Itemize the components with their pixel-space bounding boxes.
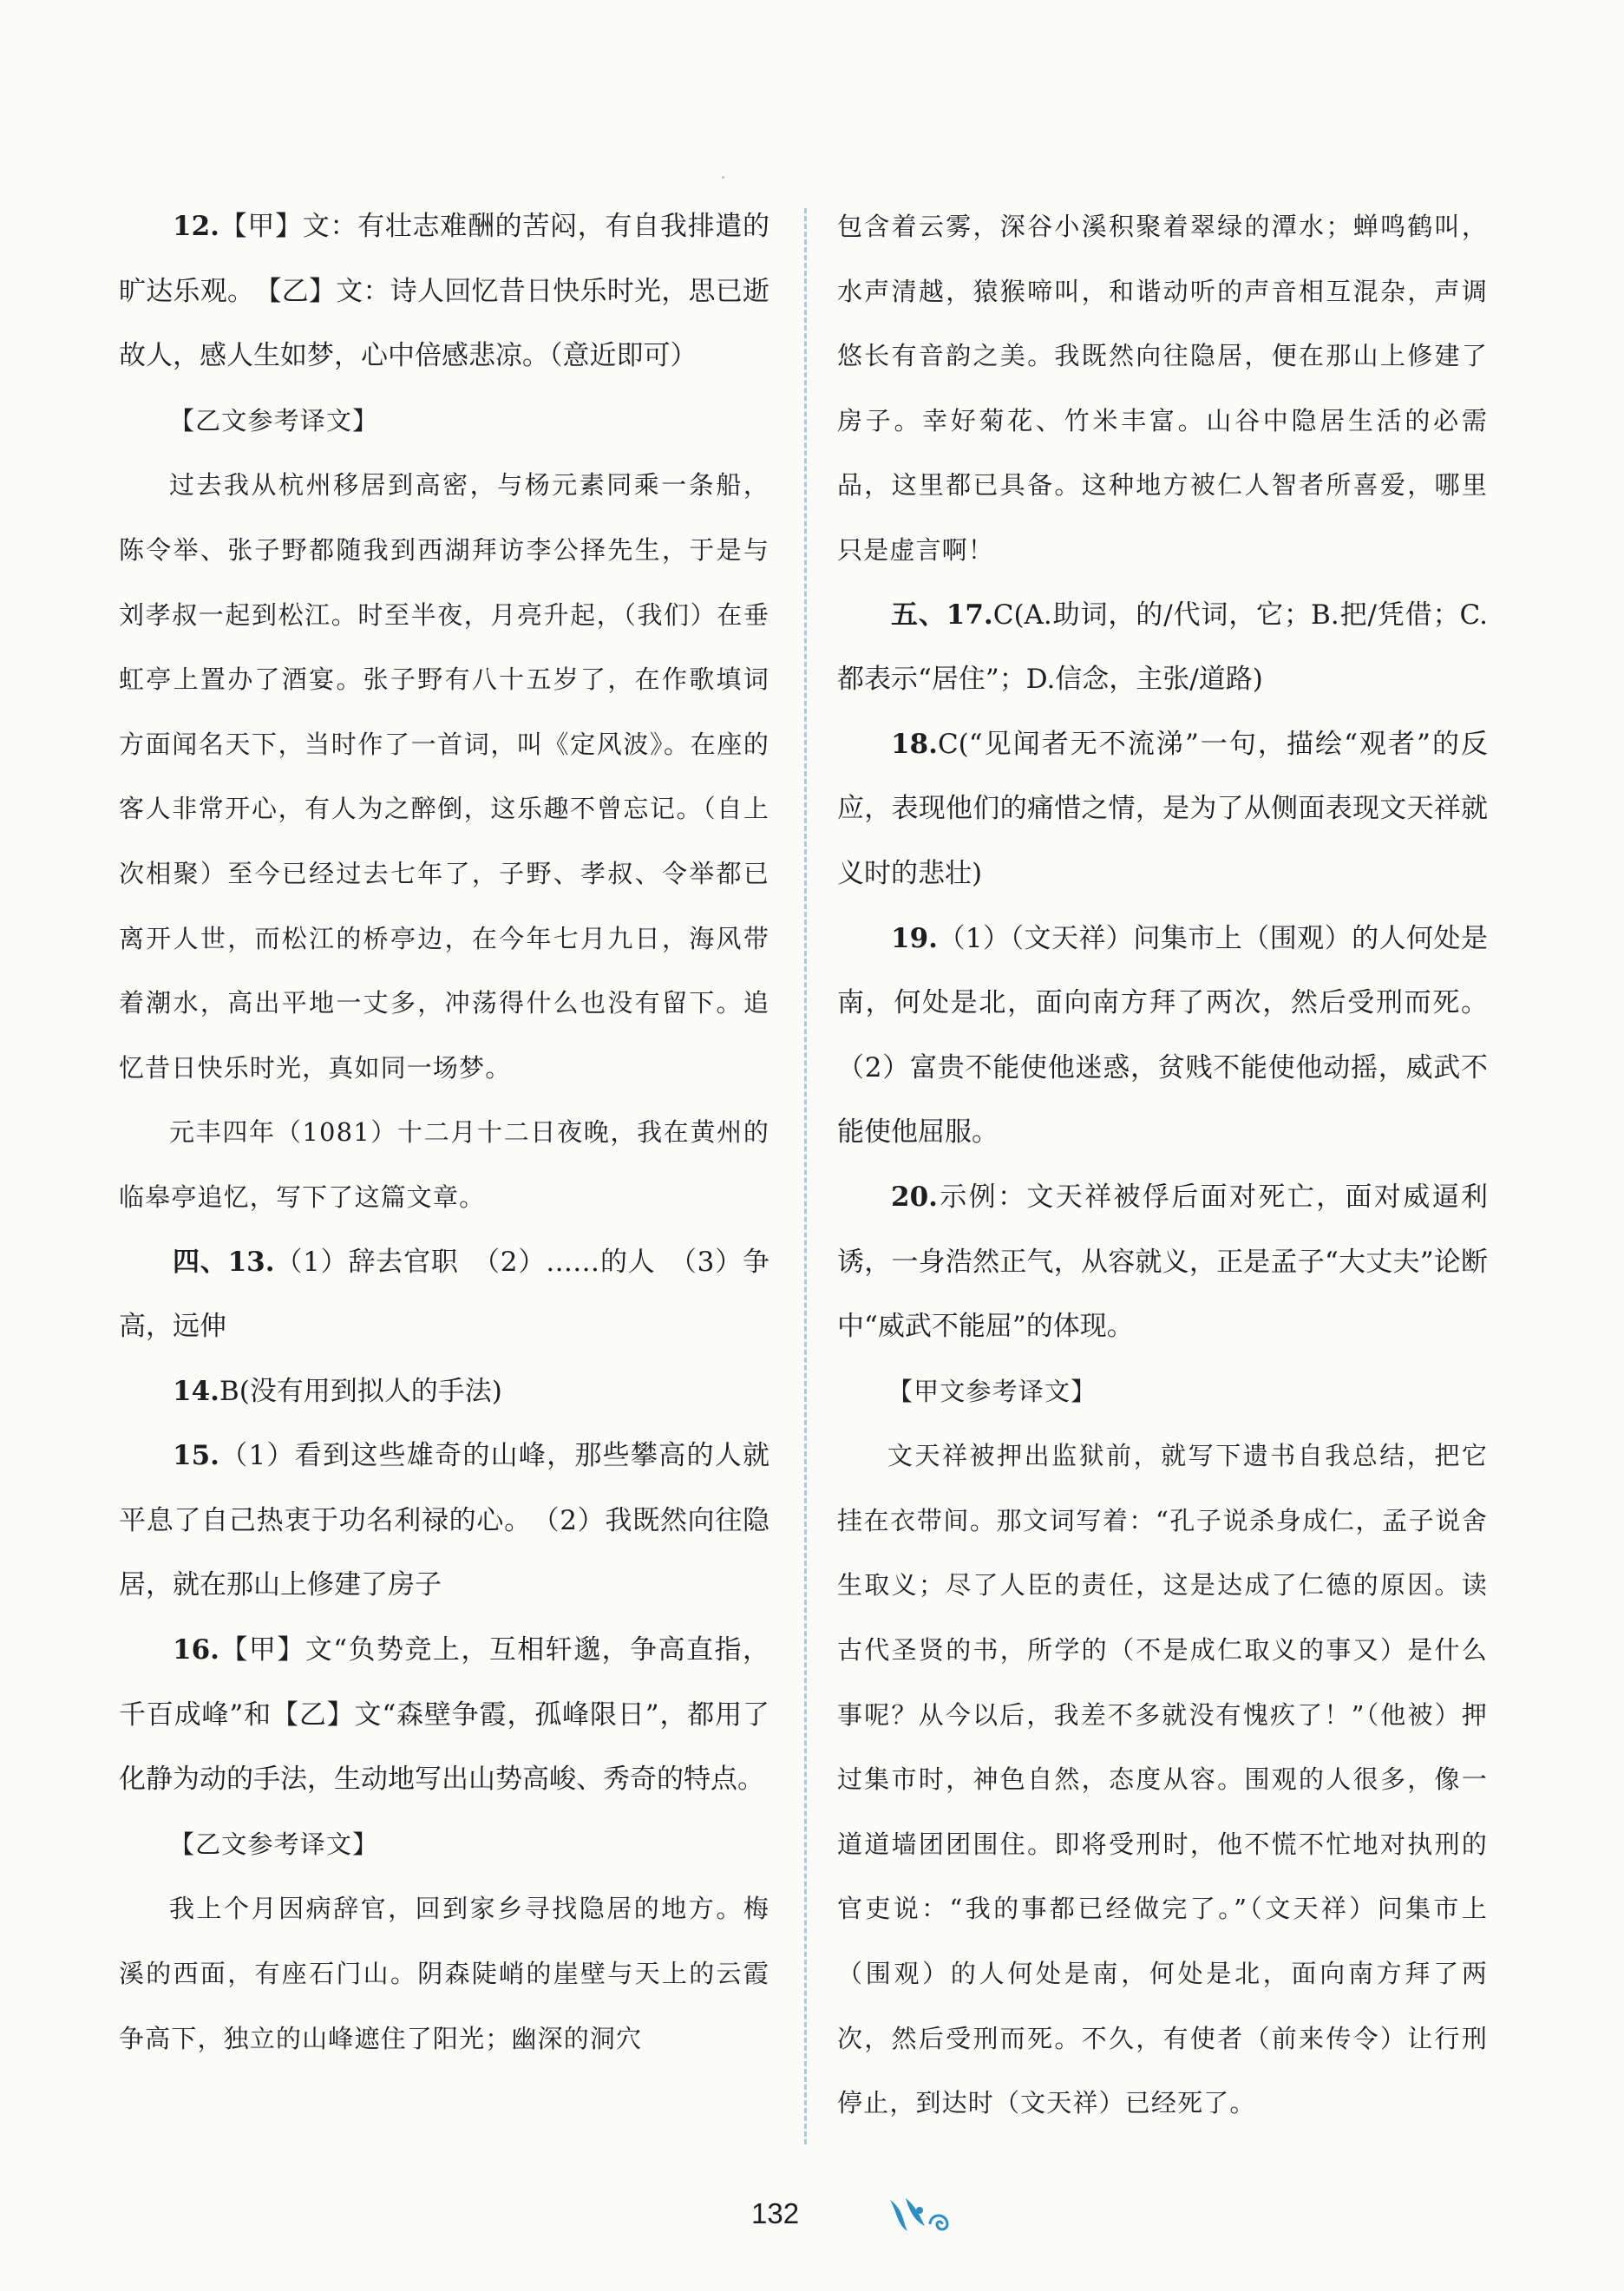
answer-number: 14. [173, 1375, 219, 1407]
page-number: 132 [751, 2197, 800, 2229]
answer-18 [837, 712, 1488, 907]
answer-14 [119, 1359, 769, 1424]
section-header: 【甲文参考译文】 [887, 1376, 1097, 1406]
answer-text: B(没有用到拟人的手法) [219, 1375, 502, 1407]
answer-text: （1）看到这些雄奇的山峰，那些攀高的人就平息了自己热衷于功名利禄的心。 （2）我既然向往隐居，就在那山上修建了房子 [119, 1440, 769, 1601]
section-header: 【乙文参考译文】 [169, 1829, 379, 1859]
answer-text: C(“见闻者无不流涕”一句，描绘“观者”的反应，表现他们的痛惜之情，是为了从侧面表现文天祥就义时的悲壮) [837, 728, 1488, 889]
translation-paragraph: 过去我从杭州移居到高密，与杨元素同乘一条船，陈令举、张子野都随我到西湖拜访李公择先生，于是与刘孝叔一起到松江。时至半夜，月亮升起，（我们）在垂虹亭上置办了酒宴。张子野有八十五岁了，在作歌填词方面闻名天下，当时作了一首词，叫《定风波》。在座的客人非常开心，有人为之醉倒，这乐趣不曾忘记。（自上次相聚）至今已经过去七年了，子野、孝叔、令举都已离开人世，而松江的桥亭边，在今年七月九日，海风带着潮水，高出平地一丈多，冲荡得什么也没有留下。追忆昔日快乐时光，真如同一场梦。 [119, 470, 769, 1083]
answer-number: 19. [891, 922, 938, 954]
answer-12 [119, 194, 769, 389]
answer-number: 13. [227, 1246, 275, 1278]
speck [722, 176, 724, 179]
answer-text: C(A.助词，的/代词，它；B.把/凭借；C.都表示“居住”；D.信念，主张/道路) [837, 599, 1489, 696]
answer-text: （1）辞去官职 （2）……的人 （3）争高，远伸 [119, 1246, 769, 1343]
answer-number: 17. [946, 599, 993, 631]
answer-text: 【甲】文“负势竞上，互相轩邈，争高直指，千百成峰”和【乙】文“森壁争霞，孤峰限日”，都用了化静为动的手法，生动地写出山势高峻、秀奇的特点。 [119, 1634, 769, 1796]
left-column [119, 194, 769, 2071]
section-prefix: 四、 [173, 1246, 228, 1278]
answer-13 [119, 1230, 769, 1359]
answer-number: 16. [173, 1634, 219, 1666]
decorative-swirl-logo-icon [885, 2195, 956, 2238]
answer-number: 20. [891, 1181, 938, 1213]
answer-text: 示例：文天祥被俘后面对死亡，面对威逼利诱，一身浩然正气，从容就义，正是孟子“大丈夫”论断中“威武不能屈”的体现。 [837, 1181, 1488, 1343]
answer-number: 18. [891, 728, 938, 760]
answer-15 [119, 1424, 769, 1618]
answer-number: 15. [173, 1440, 219, 1472]
column-divider [804, 208, 807, 2144]
answer-number: 12. [173, 211, 219, 242]
answer-19 [837, 907, 1488, 1165]
answer-16 [119, 1618, 769, 1812]
right-column [837, 194, 1488, 2136]
section-prefix: 五、 [891, 599, 946, 631]
translation-paragraph: 元丰四年（1081）十二月十二日夜晚，我在黄州的临皋亭追忆，写下了这篇文章。 [119, 1117, 769, 1212]
translation-paragraph: 包含着云雾，深谷小溪积聚着翠绿的潭水；蝉鸣鹤叫，水声清越，猿猴啼叫，和谐动听的声音相互混杂，声调悠长有音韵之美。我既然向往隐居，便在那山上修建了房子。幸好菊花、竹米丰富。山谷中隐居生活的必需品，这里都已具备。这种地方被仁人智者所喜爱，哪里只是虚言啊！ [837, 212, 1488, 565]
section-header: 【乙文参考译文】 [169, 405, 379, 435]
answer-20 [837, 1165, 1488, 1359]
answer-17 [837, 583, 1488, 712]
translation-paragraph: 我上个月因病辞官，回到家乡寻找隐居的地方。梅溪的西面，有座石门山。阴森陡峭的崖壁与天上的云霞争高下，独立的山峰遮住了阳光；幽深的洞穴 [119, 1894, 769, 2053]
answer-text: （1）（文天祥）问集市上（围观）的人何处是南，何处是北，面向南方拜了两次，然后受刑而死。（2）富贵不能使他迷惑，贫贱不能使他动摇，威武不能使他屈服。 [837, 922, 1488, 1149]
answer-text: 【甲】文：有壮志难酬的苦闷，有自我排遣的旷达乐观。 【乙】文：诗人回忆昔日快乐时光，思已逝故人，感人生如梦，心中倍感悲凉。（意近即可） [119, 211, 769, 372]
translation-paragraph: 文天祥被押出监狱前，就写下遗书自我总结，把它挂在衣带间。那文词写着：“孔子说杀身成仁，孟子说舍生取义；尽了人臣的责任，这是达成了仁德的原因。读古代圣贤的书，所学的（不是成仁取义的事又）是什么事呢？从今以后，我差不多就没有愧疚了！”（他被）押过集市时，神色自然，态度从容。围观的人很多，像一道道墙团团围住。即将受刑时，他不慌不忙地对执刑的官吏说：“我的事都已经做完了。”（文天祥）问集市上（围观）的人何处是南，何处是北，面向南方拜了两次，然后受刑而死。不久，有使者（前来传令）让行刑停止，到达时（文天祥）已经死了。 [837, 1441, 1488, 2118]
